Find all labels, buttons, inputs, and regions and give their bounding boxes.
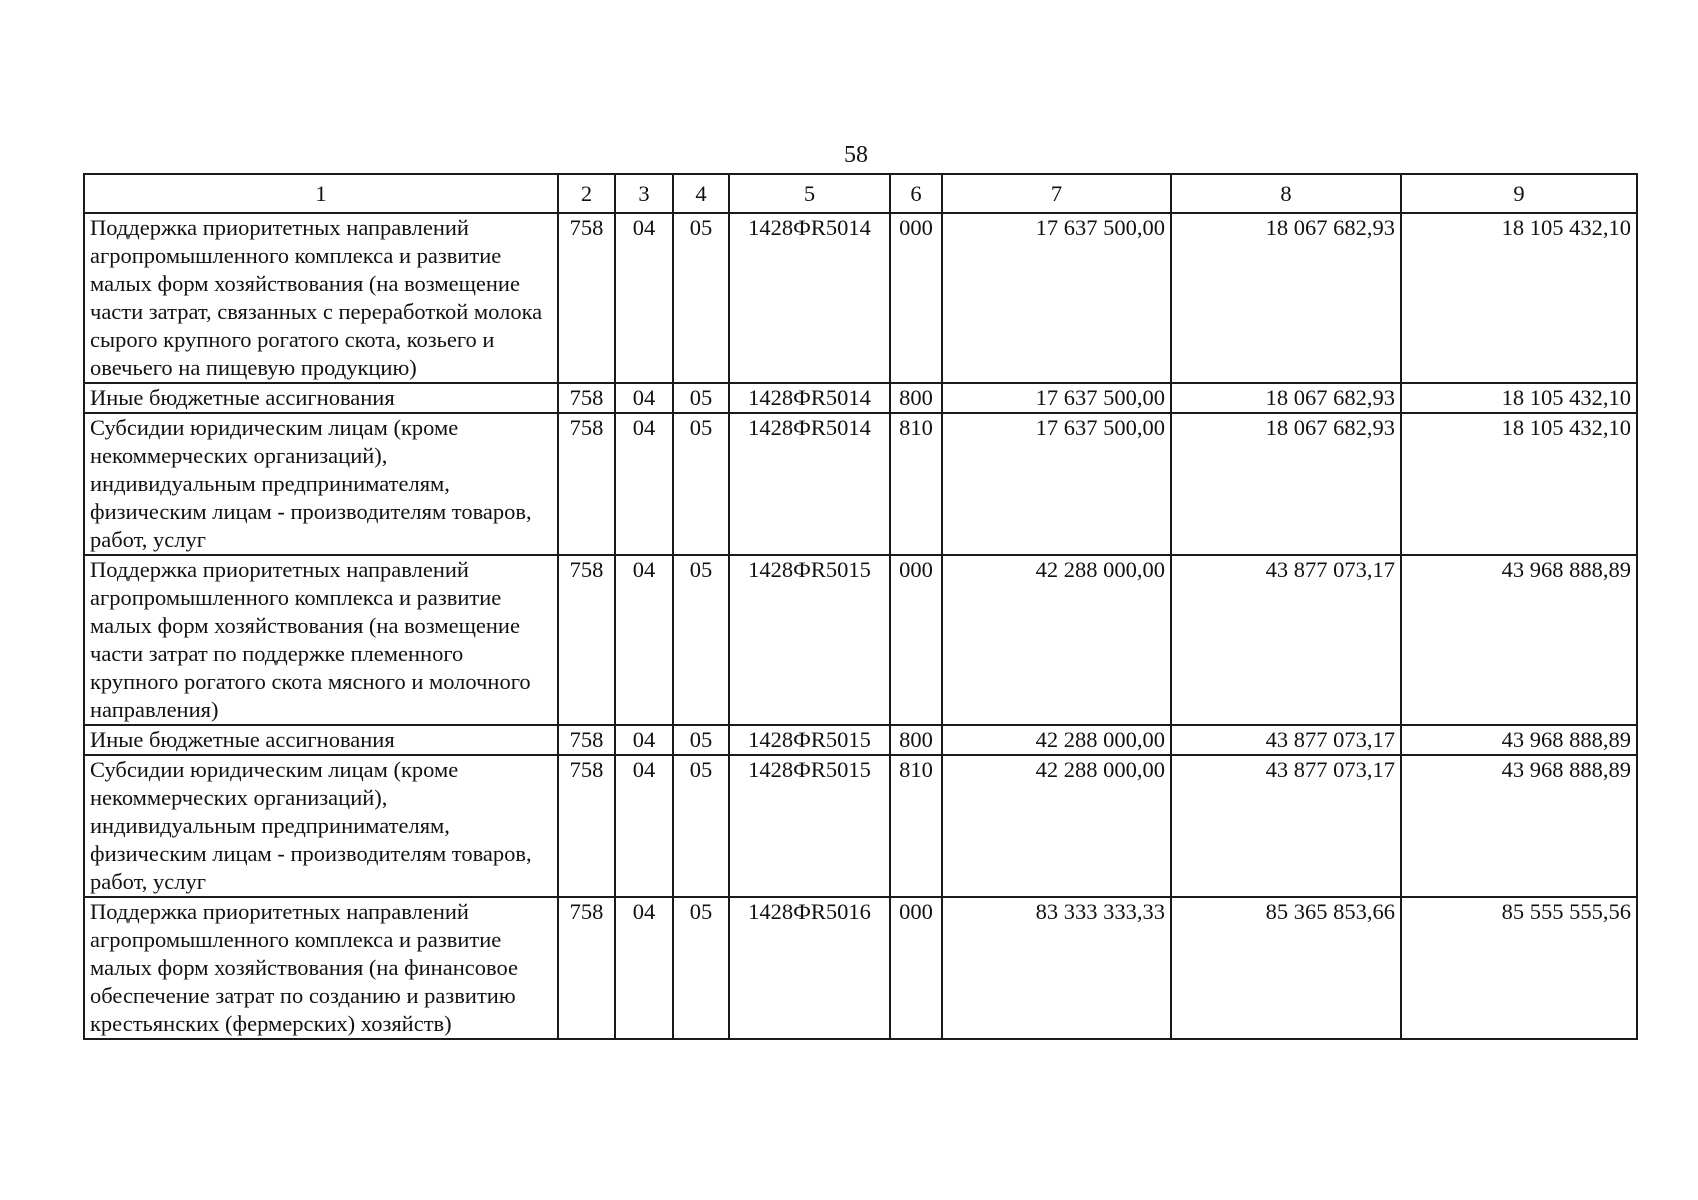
amount-cell: 18 105 432,10 <box>1401 413 1637 555</box>
row-name: Поддержка приоритетных направлений агропромышленного комплекса и развитие малых форм хозяйствования (на возмещение части затрат по поддержке племенного крупного рогатого скота мясного и молочного направления) <box>84 555 558 725</box>
table-row <box>84 725 1637 755</box>
code-cell: 1428ФR5014 <box>729 213 890 383</box>
code-cell: 758 <box>558 383 615 413</box>
code-cell: 05 <box>673 755 729 897</box>
row-name: Иные бюджетные ассигнования <box>84 725 558 755</box>
amount-cell: 43 968 888,89 <box>1401 725 1637 755</box>
code-cell: 000 <box>890 213 942 383</box>
amount-cell: 18 067 682,93 <box>1171 213 1401 383</box>
row-name: Субсидии юридическим лицам (кроме некоммерческих организаций), индивидуальным предпринимателям, физическим лицам - производителям товаров, работ, услуг <box>84 755 558 897</box>
code-cell: 04 <box>615 897 673 1039</box>
column-header: 3 <box>615 174 673 213</box>
column-header: 5 <box>729 174 890 213</box>
code-cell: 1428ФR5014 <box>729 383 890 413</box>
code-cell: 758 <box>558 213 615 383</box>
code-cell: 04 <box>615 725 673 755</box>
code-cell: 05 <box>673 897 729 1039</box>
amount-cell: 17 637 500,00 <box>942 213 1171 383</box>
amount-cell: 18 067 682,93 <box>1171 383 1401 413</box>
amount-cell: 17 637 500,00 <box>942 413 1171 555</box>
amount-cell: 83 333 333,33 <box>942 897 1171 1039</box>
code-cell: 04 <box>615 413 673 555</box>
table-row <box>84 755 1637 897</box>
column-header: 6 <box>890 174 942 213</box>
amount-cell: 43 877 073,17 <box>1171 755 1401 897</box>
code-cell: 810 <box>890 755 942 897</box>
column-header: 9 <box>1401 174 1637 213</box>
column-header: 7 <box>942 174 1171 213</box>
page-number: 58 <box>844 142 868 168</box>
code-cell: 04 <box>615 755 673 897</box>
table-row <box>84 213 1637 383</box>
code-cell: 05 <box>673 725 729 755</box>
column-header: 1 <box>84 174 558 213</box>
row-name: Поддержка приоритетных направлений агропромышленного комплекса и развитие малых форм хозяйствования (на финансовое обеспечение затрат по созданию и развитию крестьянских (фермерских) хозяйств) <box>84 897 558 1039</box>
code-cell: 758 <box>558 897 615 1039</box>
amount-cell: 18 067 682,93 <box>1171 413 1401 555</box>
code-cell: 810 <box>890 413 942 555</box>
code-cell: 05 <box>673 213 729 383</box>
code-cell: 800 <box>890 383 942 413</box>
amount-cell: 43 968 888,89 <box>1401 555 1637 725</box>
amount-cell: 42 288 000,00 <box>942 725 1171 755</box>
header-row <box>84 174 1637 213</box>
code-cell: 04 <box>615 555 673 725</box>
amount-cell: 18 105 432,10 <box>1401 213 1637 383</box>
code-cell: 05 <box>673 383 729 413</box>
code-cell: 758 <box>558 755 615 897</box>
table-row <box>84 555 1637 725</box>
code-cell: 1428ФR5015 <box>729 755 890 897</box>
code-cell: 758 <box>558 413 615 555</box>
amount-cell: 85 555 555,56 <box>1401 897 1637 1039</box>
column-header: 2 <box>558 174 615 213</box>
row-name: Субсидии юридическим лицам (кроме некоммерческих организаций), индивидуальным предпринимателям, физическим лицам - производителям товаров, работ, услуг <box>84 413 558 555</box>
amount-cell: 42 288 000,00 <box>942 755 1171 897</box>
code-cell: 000 <box>890 555 942 725</box>
table-row <box>84 383 1637 413</box>
code-cell: 1428ФR5015 <box>729 725 890 755</box>
table-row <box>84 413 1637 555</box>
code-cell: 04 <box>615 383 673 413</box>
code-cell: 1428ФR5014 <box>729 413 890 555</box>
table-row <box>84 897 1637 1039</box>
code-cell: 1428ФR5016 <box>729 897 890 1039</box>
code-cell: 758 <box>558 725 615 755</box>
column-header: 4 <box>673 174 729 213</box>
column-header: 8 <box>1171 174 1401 213</box>
amount-cell: 43 877 073,17 <box>1171 555 1401 725</box>
code-cell: 758 <box>558 555 615 725</box>
code-cell: 04 <box>615 213 673 383</box>
code-cell: 05 <box>673 413 729 555</box>
code-cell: 1428ФR5015 <box>729 555 890 725</box>
amount-cell: 43 968 888,89 <box>1401 755 1637 897</box>
code-cell: 800 <box>890 725 942 755</box>
amount-cell: 17 637 500,00 <box>942 383 1171 413</box>
amount-cell: 18 105 432,10 <box>1401 383 1637 413</box>
row-name: Поддержка приоритетных направлений агропромышленного комплекса и развитие малых форм хозяйствования (на возмещение части затрат, связанных с переработкой молока сырого крупного рогатого скота, козьего и овечьего на пищевую продукцию) <box>84 213 558 383</box>
code-cell: 05 <box>673 555 729 725</box>
amount-cell: 42 288 000,00 <box>942 555 1171 725</box>
amount-cell: 43 877 073,17 <box>1171 725 1401 755</box>
row-name: Иные бюджетные ассигнования <box>84 383 558 413</box>
budget-table <box>83 173 1638 1040</box>
amount-cell: 85 365 853,66 <box>1171 897 1401 1039</box>
code-cell: 000 <box>890 897 942 1039</box>
